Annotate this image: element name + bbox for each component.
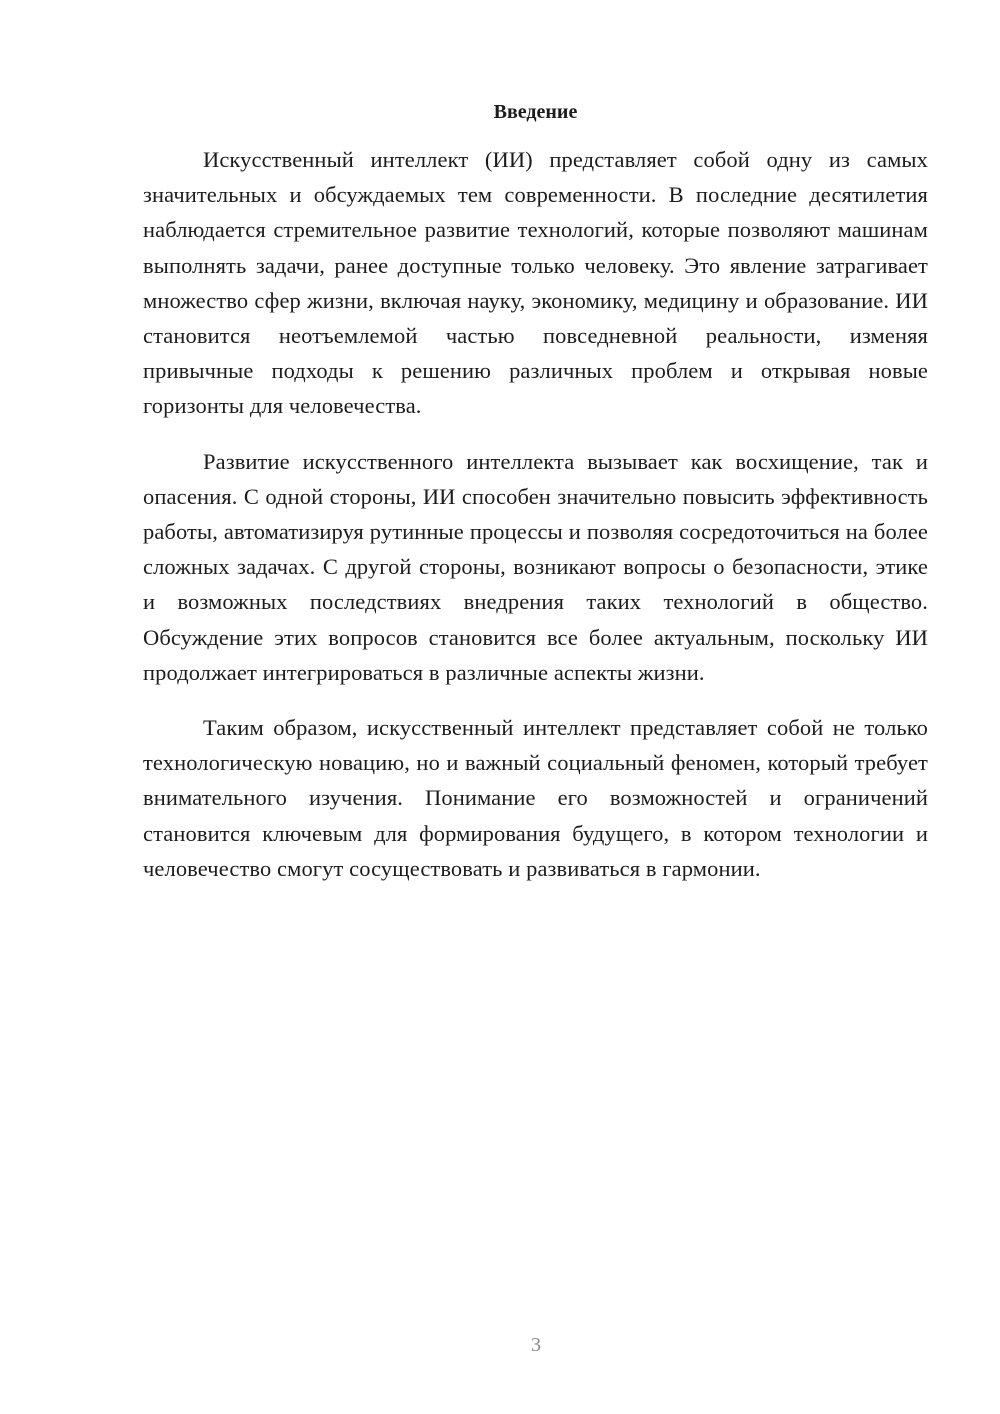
page-number: 3 bbox=[531, 1334, 541, 1356]
section-heading: Введение bbox=[493, 101, 578, 123]
paragraph-1: Искусственный интеллект (ИИ) представляет собой одну из самых значительных и обсуждаемых тем современности. В последние десятилетия наблюдается стремительное развитие технологий, которые позволяют машинам выполнять задачи, ранее доступные только человеку. Это явление затрагивает множество сфер жизни, включая науку, экономику, медицину и образование. ИИ становится неотъемлемой частью повседневной реальности, изменяя привычные подходы к решению различных проблем и открывая новые горизонты для человечества. bbox=[143, 147, 928, 419]
paragraph-3: Таким образом, искусственный интеллект представляет собой не только технологическую новацию, но и важный социальный феномен, который требует внимательного изучения. Понимание его возможностей и ограничений становится ключевым для формирования будущего, в котором технологии и человечество смогут сосуществовать и развиваться в гармонии. bbox=[143, 715, 928, 881]
paragraph-2: Развитие искусственного интеллекта вызывает как восхищение, так и опасения. С одной стороны, ИИ способен значительно повысить эффективность работы, автоматизируя рутинные процессы и позволяя сосредоточиться на более сложных задачах. С другой стороны, возникают вопросы о безопасности, этике и возможных последствиях внедрения таких технологий в общество. Обсуждение этих вопросов становится все более актуальным, поскольку ИИ продолжает интегрироваться в различные аспекты жизни. bbox=[143, 448, 928, 685]
body-text bbox=[143, 142, 928, 906]
